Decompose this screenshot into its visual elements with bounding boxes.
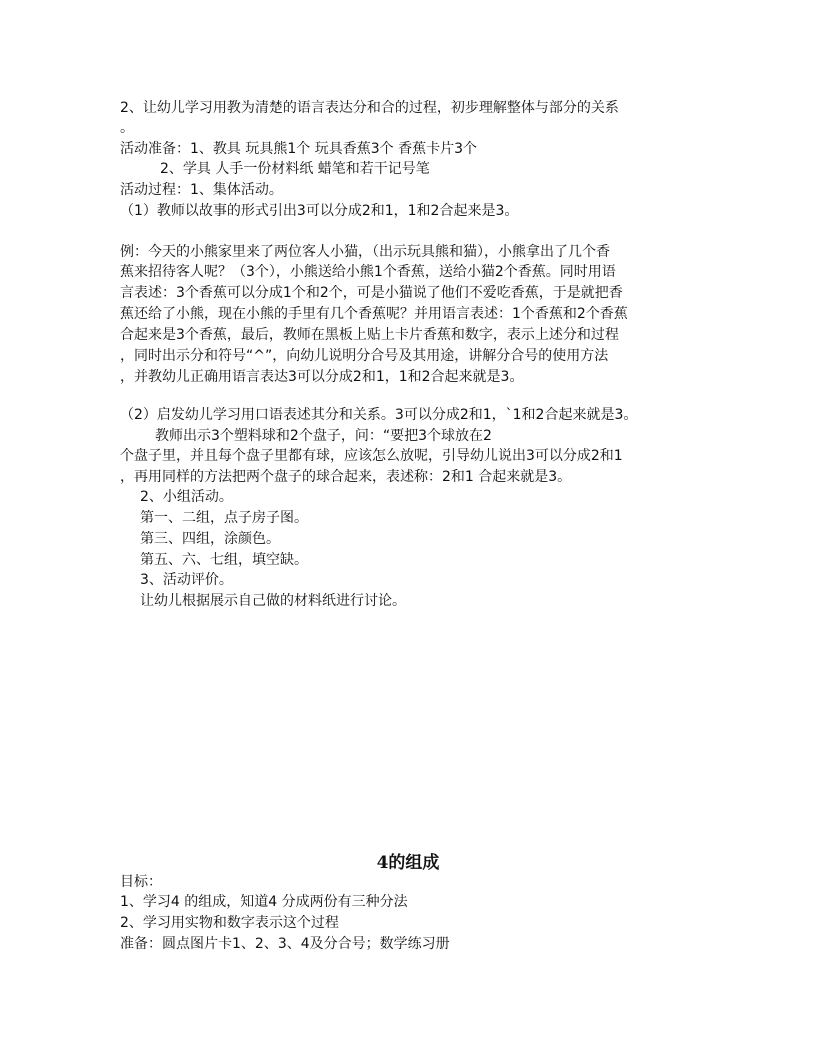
text-line: ，并教幼儿正确用语言表达3可以分成2和1，1和2合起来就是3。: [120, 369, 524, 385]
text-line: 让幼儿根据展示自己做的材料纸进行讨论。: [140, 593, 406, 609]
text-line: 合起来是3个香蕉，最后，教师在黑板上贴上卡片香蕉和数字，表示上述分和过程: [120, 327, 619, 343]
text-line: ，再用同样的方法把两个盘子的球合起来，表述称：2和1 合起来就是3。: [120, 469, 572, 485]
text-line: 。: [120, 120, 134, 136]
text-line: 蕉来招待客人呢？（3个），小熊送给小熊1个香蕉，送给小猫2个香蕉。同时用语: [120, 264, 616, 280]
text-line: 准备：圆点图片卡1、2、3、4及分合号；数学练习册: [120, 936, 450, 952]
text-line: 教师出示3个塑料球和2个盘子，问：“要把3个球放在2: [155, 428, 492, 444]
text-line: 第三、四组，涂颜色。: [140, 531, 280, 547]
text-line: 2、让幼儿学习用教为清楚的语言表达分和合的过程，初步理解整体与部分的关系: [120, 100, 619, 116]
text-line: 个盘子里，并且每个盘子里都有球，应该怎么放呢，引导幼儿说出3可以分成2和1: [120, 448, 623, 464]
text-line: 3、活动评价。: [140, 572, 233, 588]
text-line: 2、学具 人手一份材料纸 蜡笔和若干记号笔: [160, 161, 430, 177]
text-line: 活动过程：1、集体活动。: [120, 182, 283, 198]
text-line: 例：今天的小熊家里来了两位客人小猫，（出示玩具熊和猫），小熊拿出了几个香: [120, 244, 610, 260]
text-line: 蕉还给了小熊，现在小熊的手里有几个香蕉呢？并用语言表述：1个香蕉和2个香蕉: [120, 306, 628, 322]
text-line: 第五、六、七组，填空缺。: [140, 552, 308, 568]
text-line: 2、学习用实物和数字表示这个过程: [120, 915, 339, 931]
text-line: 活动准备：1、教具 玩具熊1个 玩具香蕉3个 香蕉卡片3个: [120, 141, 477, 157]
text-line: 1、学习4 的组成，知道4 分成两份有三种分法: [120, 894, 408, 910]
text-line: （2）启发幼儿学习用口语表述其分和关系。3可以分成2和1，`1和2合起来就是3。: [120, 407, 638, 423]
section-title: 4的组成: [376, 853, 440, 873]
text-line: 2、小组活动。: [140, 489, 233, 505]
text-line: 目标：: [120, 874, 162, 890]
text-line: 第一、二组，点子房子图。: [140, 510, 308, 526]
text-line: ，同时出示分和符号“^”，向幼儿说明分合号及其用途，讲解分合号的使用方法: [120, 348, 609, 364]
text-line: 言表述：3个香蕉可以分成1个和2个，可是小猫说了他们不爱吃香蕉，于是就把香: [120, 285, 623, 301]
text-line: （1）教师以故事的形式引出3可以分成2和1，1和2合起来是3。: [120, 203, 519, 219]
